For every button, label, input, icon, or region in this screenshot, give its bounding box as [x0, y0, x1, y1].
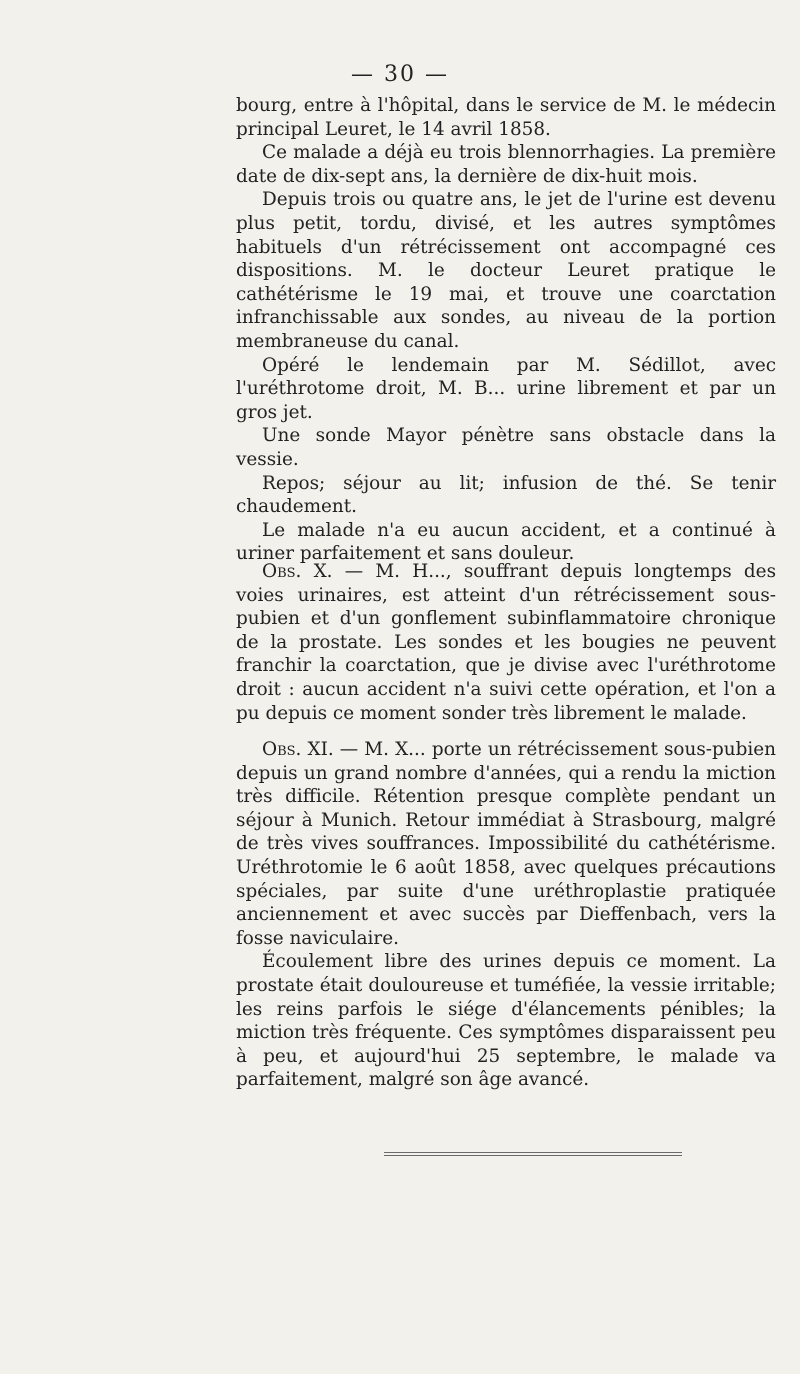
paragraph: Écoulement libre des urines depuis ce moment. La prostate était douloureuse et tuméfiée, la vessie irritable; les reins parfois le siége d'élancements pénibles; la miction très fréquente. Ces symptômes disparaissent peu à peu, et aujourd'hui 25 septembre, le malade va parfaitement, malgré son âge avancé. — [236, 951, 776, 1091]
continuation-section — [236, 94, 776, 566]
paragraph: Opéré le lendemain par M. Sédillot, avec l'uréthrotome droit, M. B... urine librement et par un gros jet. — [236, 354, 776, 423]
observation-text: — M. H..., souffrant depuis longtemps des voies urinaires, est atteint d'un rétrécissement sous-pubien et d'un gonflement subinflammatoire chronique de la prostate. Les sondes et les bougies ne peuvent franchir la coarctation, que je divise avec l'uréthrotome droit : aucun accident n'a suivi cette opération, et l'on a pu depuis ce moment sonder très librement le malade. — [236, 561, 777, 724]
observation-xi — [236, 738, 776, 1092]
section-divider — [384, 1152, 682, 1156]
observation-text: — M. X... porte un rétrécissement sous-pubien depuis un grand nombre d'années, qui a rendu la miction très difficile. Rétention presque complète pendant un séjour à Munich. Retour immédiat à Strasbourg, malgré de très vives souffrances. Impossibilité du cathétérisme. Uréthrotomie le 6 août 1858, avec quelques précautions spéciales, par suite d'une uréthroplastie pratiquée anciennement et avec succès par Dieffenbach, vers la fosse naviculaire. — [236, 739, 776, 949]
observation-x — [236, 560, 776, 725]
observation-paragraph — [236, 738, 776, 950]
observation-paragraph — [236, 560, 776, 725]
paragraph: Ce malade a déjà eu trois blennorrhagies. La première date de dix-sept ans, la dernière de dix-huit mois. — [236, 142, 776, 187]
paragraph: Depuis trois ou quatre ans, le jet de l'urine est devenu plus petit, tordu, divisé, et les autres symptômes habituels d'un rétrécissement ont accompagné ces dispositions. M. le docteur Leuret pratique le cathétérisme le 19 mai, et trouve une coarctation infranchissable aux sondes, au niveau de la portion membraneuse du canal. — [236, 189, 776, 352]
paragraph: Repos; séjour au lit; infusion de thé. Se tenir chaudement. — [236, 472, 776, 518]
paragraph-continuation: bourg, entre à l'hôpital, dans le service de M. le médecin principal Leuret, le 14 avril 1858. — [236, 95, 776, 140]
page-number: — 30 — — [351, 62, 449, 87]
observation-label: Obs. X. — [262, 561, 333, 582]
paragraph: Le malade n'a eu aucun accident, et a continué à uriner parfaitement et sans douleur. — [236, 519, 776, 565]
paragraph: Une sonde Mayor pénètre sans obstacle dans la vessie. — [236, 425, 776, 470]
observation-label: Obs. XI. — [262, 739, 334, 760]
